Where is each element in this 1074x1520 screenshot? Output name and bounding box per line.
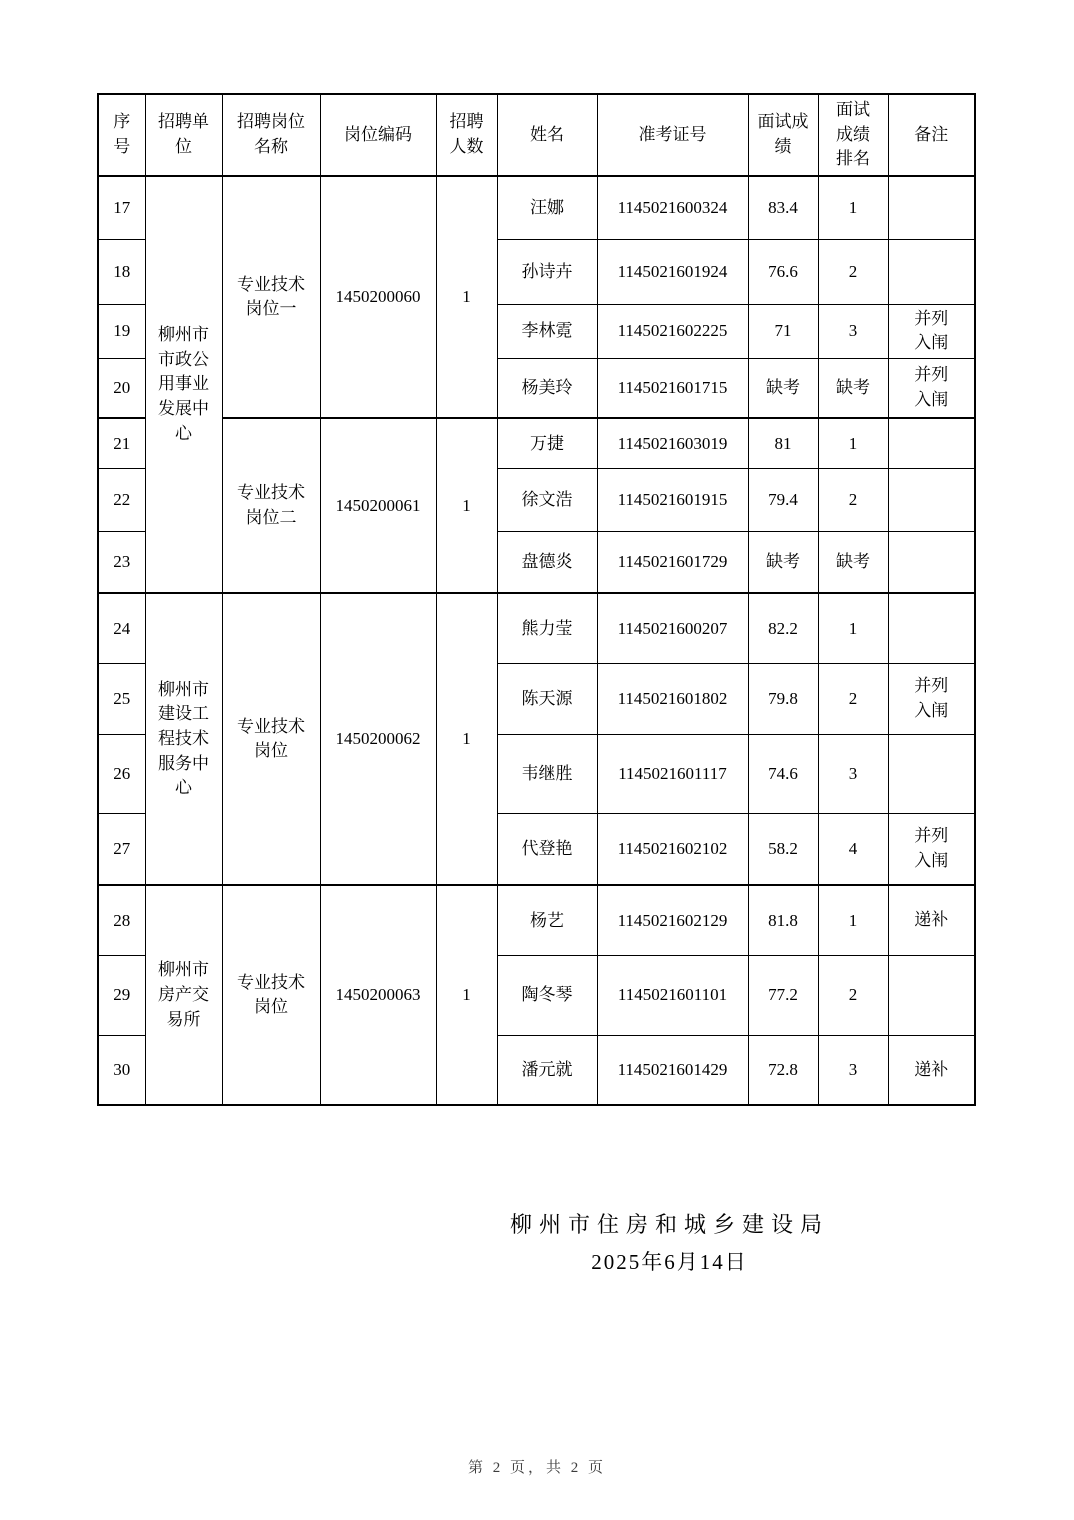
col-header-ticket: 准考证号 [597,94,748,176]
cell-score: 71 [748,304,818,358]
col-header-rank: 面试成绩排名 [818,94,888,176]
cell-no: 25 [98,663,145,734]
cell-ticket: 1145021602225 [597,304,748,358]
cell-score: 79.8 [748,663,818,734]
cell-score: 83.4 [748,176,818,239]
cell-ticket: 1145021601924 [597,239,748,304]
cell-ticket: 1145021602129 [597,885,748,955]
cell-score: 58.2 [748,813,818,885]
cell-remark [888,418,975,468]
cell-code: 1450200062 [320,593,436,885]
cell-unit: 柳州市房产交易所 [145,885,222,1105]
cell-no: 19 [98,304,145,358]
cell-name: 陈天源 [497,663,597,734]
page-number: 第 2 页，共 2 页 [467,1460,606,1476]
cell-position: 专业技术岗位 [222,885,320,1105]
cell-rank: 2 [818,468,888,531]
table-row [98,885,975,955]
cell-rank: 3 [818,1035,888,1105]
cell-count: 1 [436,418,497,593]
cell-rank: 1 [818,593,888,663]
cell-ticket: 1145021601715 [597,358,748,418]
cell-name: 徐文浩 [497,468,597,531]
cell-remark [888,239,975,304]
cell-rank: 3 [818,304,888,358]
cell-ticket: 1145021601117 [597,734,748,813]
cell-remark [888,468,975,531]
col-header-score: 面试成绩 [748,94,818,176]
cell-ticket: 1145021601802 [597,663,748,734]
cell-score: 76.6 [748,239,818,304]
table-row [98,418,975,468]
issuing-authority: 柳州市住房和城乡建设局 [509,1212,829,1237]
col-header-no: 序号 [98,94,145,176]
cell-no: 22 [98,468,145,531]
cell-name: 杨艺 [497,885,597,955]
cell-score: 72.8 [748,1035,818,1105]
cell-no: 24 [98,593,145,663]
cell-ticket: 1145021602102 [597,813,748,885]
cell-no: 18 [98,239,145,304]
cell-no: 21 [98,418,145,468]
cell-unit: 柳州市建设工程技术服务中心 [145,593,222,885]
cell-ticket: 1145021601101 [597,955,748,1035]
cell-remark: 并列入闱 [888,663,975,734]
cell-rank: 1 [818,885,888,955]
cell-rank: 1 [818,176,888,239]
cell-name: 陶冬琴 [497,955,597,1035]
cell-score: 77.2 [748,955,818,1035]
cell-name: 熊力莹 [497,593,597,663]
cell-ticket: 1145021601429 [597,1035,748,1105]
cell-rank: 2 [818,955,888,1035]
cell-score: 74.6 [748,734,818,813]
cell-code: 1450200060 [320,176,436,418]
cell-rank: 3 [818,734,888,813]
cell-remark [888,176,975,239]
cell-no: 20 [98,358,145,418]
table-row [98,593,975,663]
header-row [98,94,975,176]
cell-count: 1 [436,176,497,418]
cell-score: 缺考 [748,531,818,593]
cell-ticket: 1145021603019 [597,418,748,468]
cell-ticket: 1145021601915 [597,468,748,531]
cell-remark [888,593,975,663]
cell-position: 专业技术岗位 [222,593,320,885]
cell-no: 27 [98,813,145,885]
cell-rank: 缺考 [818,531,888,593]
cell-score: 79.4 [748,468,818,531]
cell-name: 汪娜 [497,176,597,239]
cell-score: 缺考 [748,358,818,418]
cell-position: 专业技术岗位一 [222,176,320,418]
cell-no: 28 [98,885,145,955]
cell-code: 1450200063 [320,885,436,1105]
cell-name: 潘元就 [497,1035,597,1105]
cell-remark: 并列入闱 [888,813,975,885]
cell-no: 26 [98,734,145,813]
col-header-unit: 招聘单位 [145,94,222,176]
col-header-name: 姓名 [497,94,597,176]
cell-rank: 缺考 [818,358,888,418]
cell-name: 代登艳 [497,813,597,885]
cell-no: 29 [98,955,145,1035]
cell-score: 81.8 [748,885,818,955]
table-row [98,176,975,239]
cell-remark: 递补 [888,1035,975,1105]
cell-no: 17 [98,176,145,239]
interview-results-table [97,93,976,1106]
cell-no: 23 [98,531,145,593]
cell-rank: 4 [818,813,888,885]
cell-code: 1450200061 [320,418,436,593]
cell-no: 30 [98,1035,145,1105]
cell-score: 81 [748,418,818,468]
cell-rank: 2 [818,239,888,304]
cell-rank: 2 [818,663,888,734]
cell-ticket: 1145021600324 [597,176,748,239]
cell-remark [888,531,975,593]
issue-date: 2025年6月14日 [591,1250,748,1274]
cell-unit: 柳州市市政公用事业发展中心 [145,176,222,593]
cell-remark: 递补 [888,885,975,955]
cell-remark [888,734,975,813]
cell-score: 82.2 [748,593,818,663]
cell-ticket: 1145021601729 [597,531,748,593]
cell-name: 韦继胜 [497,734,597,813]
cell-name: 李林霓 [497,304,597,358]
col-header-remark: 备注 [888,94,975,176]
col-header-code: 岗位编码 [320,94,436,176]
signature-block [402,1214,937,1273]
cell-remark: 并列入闱 [888,358,975,418]
cell-name: 盘德炎 [497,531,597,593]
cell-name: 孙诗卉 [497,239,597,304]
cell-position: 专业技术岗位二 [222,418,320,593]
cell-name: 万捷 [497,418,597,468]
col-header-position: 招聘岗位名称 [222,94,320,176]
col-header-count: 招聘人数 [436,94,497,176]
cell-remark [888,955,975,1035]
cell-ticket: 1145021600207 [597,593,748,663]
cell-count: 1 [436,885,497,1105]
cell-rank: 1 [818,418,888,468]
cell-remark: 并列入闱 [888,304,975,358]
cell-count: 1 [436,593,497,885]
cell-name: 杨美玲 [497,358,597,418]
